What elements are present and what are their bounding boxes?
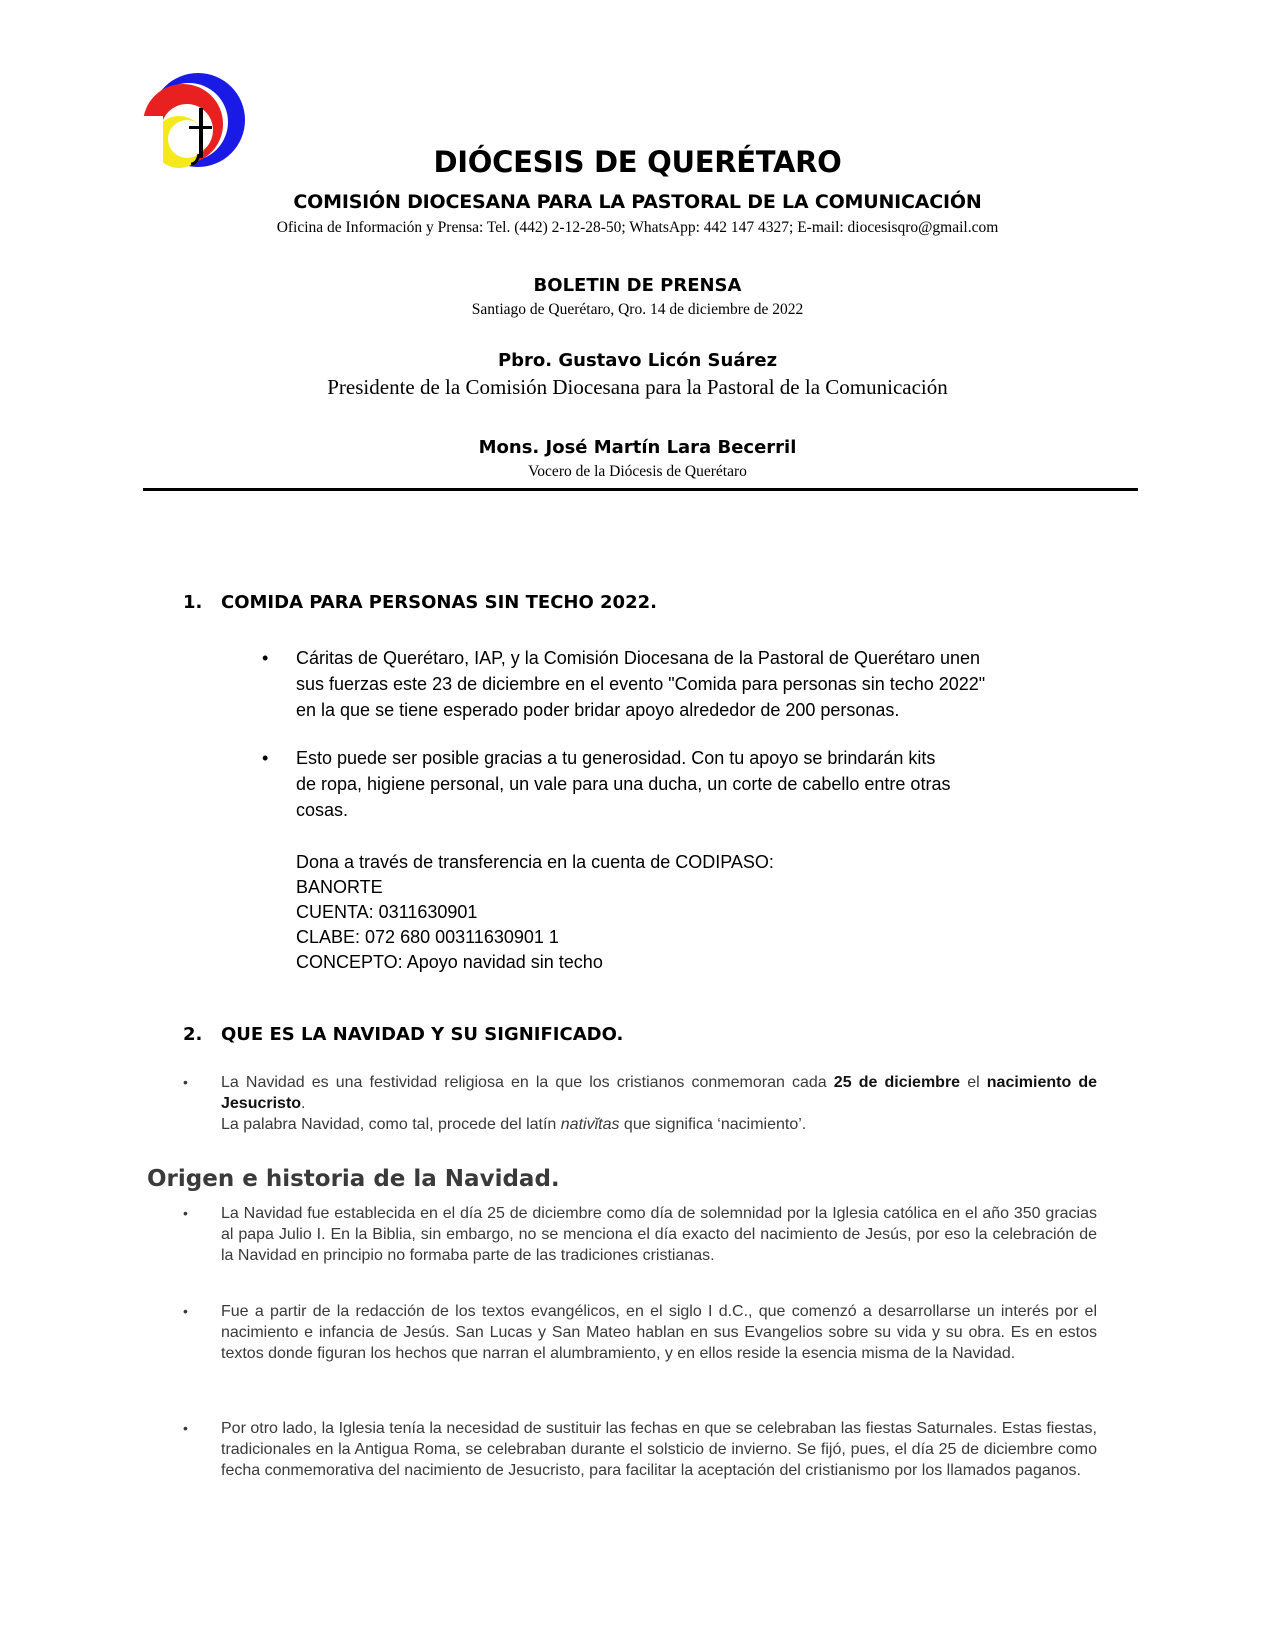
bullet-line: de ropa, higiene personal, un vale para una ducha, un corte de cabello entre otras (296, 774, 951, 794)
section-2-paragraph (183, 1072, 1098, 1135)
spokesman-name: Mons. José Martín Lara Becerril (478, 437, 797, 458)
origin-paragraph: Por otro lado, la Iglesia tenía la necesidad de sustituir las fechas en que se celebraban las fiestas Saturnales. Estas fiestas, tradicionales en la Antigua Roma, se celebraban durante el solsticio de invierno. Se fijó, pues, el día 25 de diciembre como fecha conmemorativa del nacimiento de Jesucristo, para facilitar la aceptación del cristianismo por los llamados paganos. (221, 1420, 1097, 1479)
origin-bullet-1 (183, 1203, 1097, 1266)
bullet-icon: • (262, 748, 269, 768)
donation-concept: CONCEPTO: Apoyo navidad sin techo (296, 952, 603, 972)
origin-heading: Origen e historia de la Navidad. (147, 1166, 560, 1192)
president-role: Presidente de la Comisión Diocesana para la Pastoral de la Comunicación (327, 375, 948, 399)
donation-info (296, 850, 774, 975)
bullet-line: sus fuerzas este 23 de diciembre en el evento "Comida para personas sin techo 2022" (296, 674, 986, 694)
bullet-icon: • (183, 1303, 188, 1319)
section-2-number: 2. (183, 1024, 203, 1045)
origin-paragraph: Fue a partir de la redacción de los textos evangélicos, en el siglo I d.C., que comenzó a desarrollarse un interés por el nacimiento e infancia de Jesús. San Lucas y San Mateo hablan en sus Evangelios sobre su vida y su obra. Es en estos textos donde figuran los hechos que narran el alumbramiento, y en ellos reside la esencia misma de la Navidad. (221, 1303, 1097, 1362)
document-subtitle: COMISIÓN DIOCESANA PARA LA PASTORAL DE LA COMUNICACIÓN (293, 191, 982, 213)
donation-intro: Dona a través de transferencia en la cuenta de CODIPASO: (296, 852, 774, 872)
donation-bank: BANORTE (296, 877, 383, 897)
bullet-icon: • (183, 1420, 188, 1436)
section-1-heading (183, 592, 657, 613)
bullet-line: en la que se tiene esperado poder bridar apoyo alrededor de 200 personas. (296, 700, 900, 720)
section-1-number: 1. (183, 592, 203, 613)
bulletin-title: BOLETIN DE PRENSA (533, 275, 742, 296)
bullet-icon: • (183, 1074, 188, 1090)
president-name: Pbro. Gustavo Licón Suárez (497, 350, 778, 371)
section-1-title: COMIDA PARA PERSONAS SIN TECHO 2022. (221, 592, 657, 613)
document-title: DIÓCESIS DE QUERÉTARO (433, 145, 842, 179)
navidad-definition: La Navidad es una festividad religiosa en la que los cristianos conmemoran cada 25 de diciembre el nacimiento de Jesucristo. (221, 1074, 1098, 1112)
section-1-bullet-1 (262, 645, 1096, 723)
navidad-etymology: La palabra Navidad, como tal, procede del latín nativĭtas que significa ‘nacimiento’. (221, 1116, 807, 1133)
donation-clabe: CLABE: 072 680 00311630901 1 (296, 927, 559, 947)
bullet-icon: • (183, 1205, 188, 1221)
contact-info: Oficina de Información y Prensa: Tel. (442) 2-12-28-50; WhatsApp: 442 147 4327; E-mail: diocesisqro@gmail.com (276, 219, 999, 236)
header-divider (143, 488, 1138, 491)
origin-paragraph: La Navidad fue establecida en el día 25 de diciembre como día de solemnidad por la Iglesia católica en el año 350 gracias al papa Julio I. En la Biblia, sin embargo, no se menciona el día exacto del nacimiento de Jesús, por eso la celebración de la Navidad en principio no formaba parte de las tradiciones cristianas. (221, 1205, 1097, 1264)
section-2-title: QUE ES LA NAVIDAD Y SU SIGNIFICADO. (221, 1024, 624, 1045)
bullet-line: Cáritas de Querétaro, IAP, y la Comisión Diocesana de la Pastoral de Querétaro unen (296, 648, 981, 668)
section-1-bullet-2 (262, 745, 1096, 823)
bullet-icon: • (262, 648, 269, 668)
donation-account: CUENTA: 0311630901 (296, 902, 478, 922)
place-date: Santiago de Querétaro, Qro. 14 de diciembre de 2022 (471, 301, 804, 318)
spokesman-role: Vocero de la Diócesis de Querétaro (528, 463, 747, 480)
section-2-heading (183, 1024, 623, 1045)
origin-bullet-2 (183, 1301, 1097, 1364)
bullet-line: cosas. (296, 800, 349, 820)
bullet-line: Esto puede ser posible gracias a tu generosidad. Con tu apoyo se brindarán kits (296, 748, 936, 768)
origin-bullet-3 (183, 1418, 1097, 1481)
